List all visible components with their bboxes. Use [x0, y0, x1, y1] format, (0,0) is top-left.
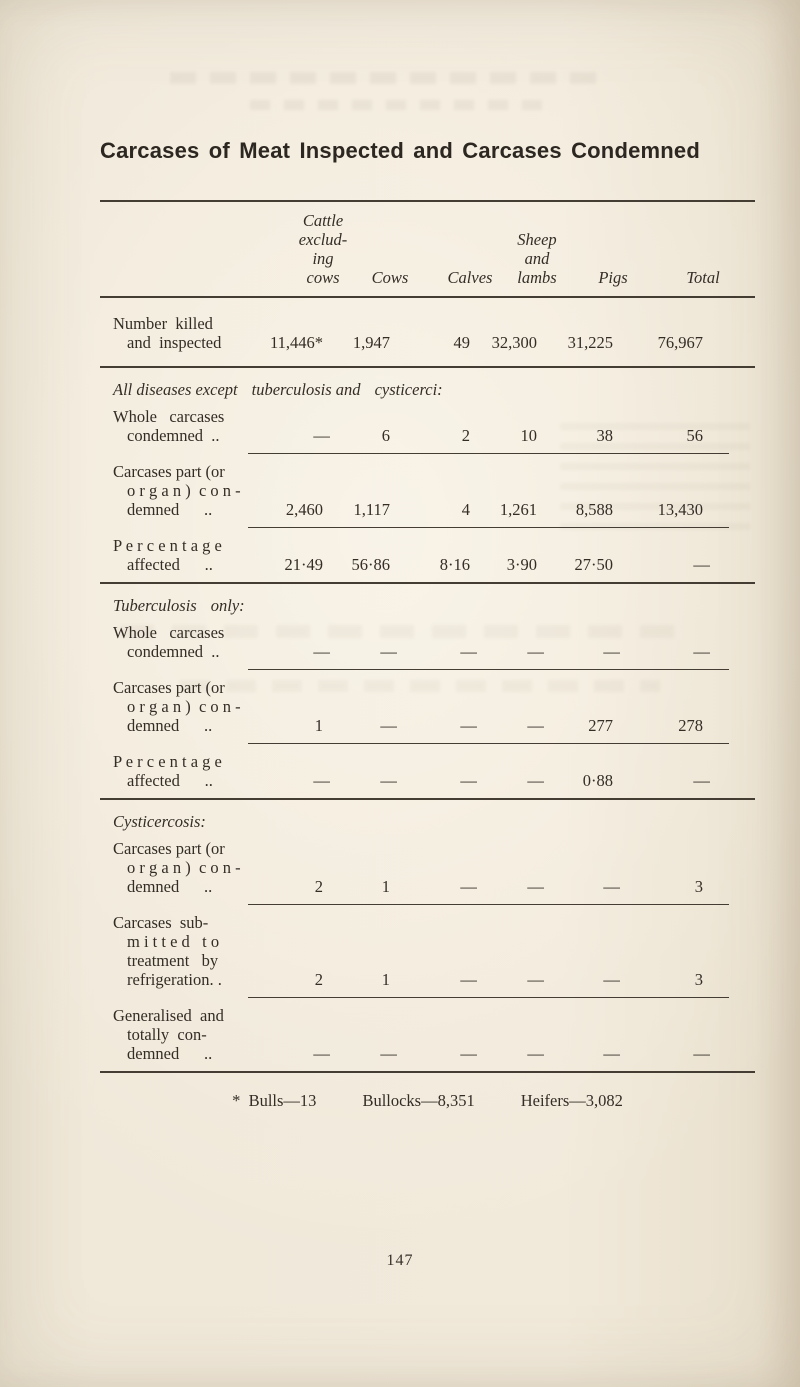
number-value: 56 [686, 426, 703, 445]
label-line: only: [210, 596, 245, 615]
dash-value: — [460, 877, 477, 896]
dash-value: — [527, 970, 544, 989]
dash-value: — [313, 642, 330, 661]
label-line: Tuberculosis [113, 596, 197, 615]
column-header-line: Sheep [517, 230, 557, 249]
label-line: P e r c e n t a g e [113, 752, 222, 771]
value-cell [390, 333, 470, 352]
section-label [100, 584, 755, 615]
data-row [100, 298, 755, 366]
value-cell [470, 555, 537, 574]
data-row [100, 905, 755, 997]
footnote [100, 1091, 755, 1110]
footnote-item [232, 1091, 316, 1110]
row-label [100, 462, 248, 519]
row-label [100, 536, 248, 574]
page-title: Carcases of Meat Inspected and Carcases Condemned [99, 138, 700, 163]
value-cell [323, 642, 397, 661]
label-line: Whole carcases [113, 623, 225, 642]
number-value: 4 [461, 500, 470, 519]
value-cell [248, 877, 323, 896]
dash-value: — [313, 426, 330, 445]
column-header-line: Total [686, 268, 720, 287]
value-cell [248, 426, 330, 445]
number-value: 11,446* [269, 333, 323, 352]
label-line: o r g a n ) c o n - [127, 481, 241, 500]
value-cell [390, 970, 477, 989]
value-cell [613, 333, 703, 352]
value-cell [537, 555, 613, 574]
number-value: 1 [314, 716, 323, 735]
column-header-line: exclud- [298, 230, 348, 249]
column-header-line: lambs [517, 268, 557, 287]
page-number: 147 [386, 1252, 414, 1269]
value-cell [613, 877, 703, 896]
number-value: 10 [520, 426, 537, 445]
value-cell [248, 333, 323, 352]
label-line: Whole carcases [113, 407, 225, 426]
value-cell [248, 500, 323, 519]
value-cell [537, 333, 613, 352]
label-line: treatment by [127, 951, 219, 970]
label-line: o r g a n ) c o n - [127, 697, 241, 716]
footnote-item: Bullocks—8,351 [362, 1091, 475, 1110]
value-cell [390, 1044, 477, 1063]
label-line: and inspected [127, 333, 222, 352]
value-cell [613, 642, 710, 661]
column-header-line: Cows [371, 268, 409, 287]
value-cell [537, 642, 620, 661]
dash-value: — [527, 642, 544, 661]
data-row [100, 744, 755, 798]
label-line: cysticerci: [374, 380, 443, 399]
value-cell [390, 500, 470, 519]
value-cell [390, 877, 477, 896]
label-line: Carcases sub- [113, 913, 209, 932]
value-cell [537, 771, 613, 790]
dash-value: — [603, 642, 620, 661]
value-cell [613, 555, 710, 574]
label-line: demned .. [127, 500, 213, 519]
value-cell [470, 333, 537, 352]
label-line: Carcases part (or [113, 462, 225, 481]
value-cell [537, 877, 620, 896]
header-spacer [100, 211, 248, 287]
label-line: Number killed [113, 314, 213, 333]
value-cell [390, 642, 477, 661]
dash-value: — [603, 877, 620, 896]
value-cell [323, 333, 390, 352]
number-value: 56·86 [351, 555, 390, 574]
dash-value: — [460, 1044, 477, 1063]
value-cell [537, 500, 613, 519]
dash-value: — [380, 1044, 397, 1063]
footnote-item-text: Bulls—13 [248, 1091, 317, 1110]
number-value: 8,588 [575, 500, 613, 519]
value-cell [470, 970, 544, 989]
value-cell [323, 426, 390, 445]
column-header-text [686, 268, 719, 287]
value-cell [613, 1044, 710, 1063]
column-header-line: cows [306, 268, 340, 287]
label-line: Carcases part (or [113, 839, 225, 858]
label-line: Generalised and [113, 1006, 224, 1025]
dash-value: — [313, 771, 330, 790]
value-cell [390, 716, 477, 735]
footnote-marker: * [232, 1091, 241, 1110]
label-line: demned .. [127, 877, 213, 896]
label-line: m i t t e d t o [127, 932, 220, 951]
number-value: 6 [381, 426, 390, 445]
data-row [100, 615, 755, 669]
number-value: 1 [381, 877, 390, 896]
data-row [100, 528, 755, 582]
value-cell [248, 1044, 330, 1063]
number-value: 76,967 [657, 333, 703, 352]
bleedthrough-smudge [170, 72, 600, 84]
value-cell [537, 426, 613, 445]
section-label [100, 800, 755, 831]
row-label [100, 623, 248, 661]
label-line: o r g a n ) c o n - [127, 858, 241, 877]
label-line: refrigeration. . [127, 970, 222, 989]
number-value: 2 [314, 877, 323, 896]
label-line: P e r c e n t a g e [113, 536, 222, 555]
dash-value: — [460, 716, 477, 735]
number-value: 0·88 [582, 771, 613, 790]
value-cell [323, 970, 390, 989]
number-value: 38 [596, 426, 613, 445]
number-value: 32,300 [491, 333, 537, 352]
value-cell [470, 642, 544, 661]
column-header-text [517, 230, 556, 287]
data-row [100, 670, 755, 743]
dash-value: — [527, 877, 544, 896]
row-label [100, 314, 248, 352]
dash-value: — [693, 1044, 710, 1063]
section-label [100, 368, 755, 399]
number-value: 278 [678, 716, 703, 735]
value-cell [470, 500, 537, 519]
dash-value: — [380, 642, 397, 661]
dash-value: — [380, 716, 397, 735]
column-header-text [372, 268, 409, 287]
footnote-item: Heifers—3,082 [520, 1091, 623, 1110]
value-cell [537, 1044, 620, 1063]
value-cell [470, 1044, 544, 1063]
label-line: Carcases part (or [113, 678, 225, 697]
dash-value: — [460, 771, 477, 790]
number-value: 2 [314, 970, 323, 989]
value-cell [613, 970, 703, 989]
value-cell [470, 426, 537, 445]
number-value: 31,225 [567, 333, 613, 352]
dash-value: — [527, 771, 544, 790]
value-cell [323, 500, 390, 519]
value-cell [537, 970, 620, 989]
dash-value: — [460, 642, 477, 661]
column-header-text [299, 211, 348, 287]
label-line: demned .. [127, 1044, 213, 1063]
number-value: 3·90 [506, 555, 537, 574]
dash-value: — [693, 642, 710, 661]
label-line: affected .. [127, 771, 213, 790]
column-header-line: and [524, 249, 550, 268]
value-cell [248, 771, 330, 790]
column-header-text [598, 268, 627, 287]
number-value: 8·16 [439, 555, 470, 574]
number-value: 2 [461, 426, 470, 445]
dash-value: — [380, 771, 397, 790]
row-label [100, 678, 248, 735]
label-line: condemned .. [127, 426, 220, 445]
value-cell [470, 771, 544, 790]
column-header [248, 211, 348, 287]
dash-value: — [603, 1044, 620, 1063]
number-value: 1 [381, 970, 390, 989]
row-label [100, 1006, 248, 1063]
number-value: 13,430 [657, 500, 703, 519]
number-value: 3 [694, 877, 703, 896]
number-value: 277 [588, 716, 613, 735]
column-header-text [448, 268, 493, 287]
value-cell [323, 716, 397, 735]
bleedthrough-smudge [250, 100, 550, 110]
label-line: tuberculosis and [251, 380, 361, 399]
dash-value: — [693, 555, 710, 574]
dash-value: — [313, 1044, 330, 1063]
value-cell [248, 642, 330, 661]
number-value: 1,261 [499, 500, 537, 519]
table-rule [100, 1071, 755, 1073]
inspection-table [100, 200, 755, 1110]
value-cell [613, 771, 710, 790]
number-value: 2,460 [285, 500, 323, 519]
column-header-line: ing [312, 249, 334, 268]
value-cell [323, 877, 390, 896]
row-label [100, 407, 248, 445]
value-cell [613, 716, 703, 735]
value-cell [323, 555, 390, 574]
label-line: affected .. [127, 555, 213, 574]
row-label [100, 839, 248, 896]
dash-value: — [603, 970, 620, 989]
column-header-line: Pigs [598, 268, 628, 287]
dash-value: — [693, 771, 710, 790]
data-row [100, 454, 755, 527]
number-value: 1,947 [352, 333, 390, 352]
value-cell [323, 1044, 397, 1063]
value-cell [470, 716, 544, 735]
data-row [100, 399, 755, 453]
number-value: 3 [694, 970, 703, 989]
row-label [100, 752, 248, 790]
dash-value: — [527, 1044, 544, 1063]
value-cell [390, 771, 477, 790]
value-cell [248, 555, 323, 574]
value-cell [537, 716, 613, 735]
label-line: All diseases except [113, 380, 238, 399]
value-cell [248, 716, 323, 735]
label-line: totally con- [127, 1025, 207, 1044]
value-cell [390, 426, 470, 445]
value-cell [248, 970, 323, 989]
value-cell [470, 877, 544, 896]
value-cell [390, 555, 470, 574]
label-line: demned .. [127, 716, 213, 735]
number-value: 21·49 [284, 555, 323, 574]
number-value: 49 [453, 333, 470, 352]
number-value: 27·50 [574, 555, 613, 574]
data-row [100, 998, 755, 1071]
value-cell [613, 426, 703, 445]
row-label [100, 913, 248, 989]
column-header-line: Calves [447, 268, 493, 287]
number-value: 1,117 [353, 500, 390, 519]
value-cell [323, 771, 397, 790]
data-row [100, 831, 755, 904]
column-header-line: Cattle [302, 211, 344, 230]
value-cell [613, 500, 703, 519]
label-line: condemned .. [127, 642, 220, 661]
dash-value: — [460, 970, 477, 989]
table-header-row [100, 202, 755, 296]
label-line: Cysticercosis: [113, 812, 206, 831]
dash-value: — [527, 716, 544, 735]
